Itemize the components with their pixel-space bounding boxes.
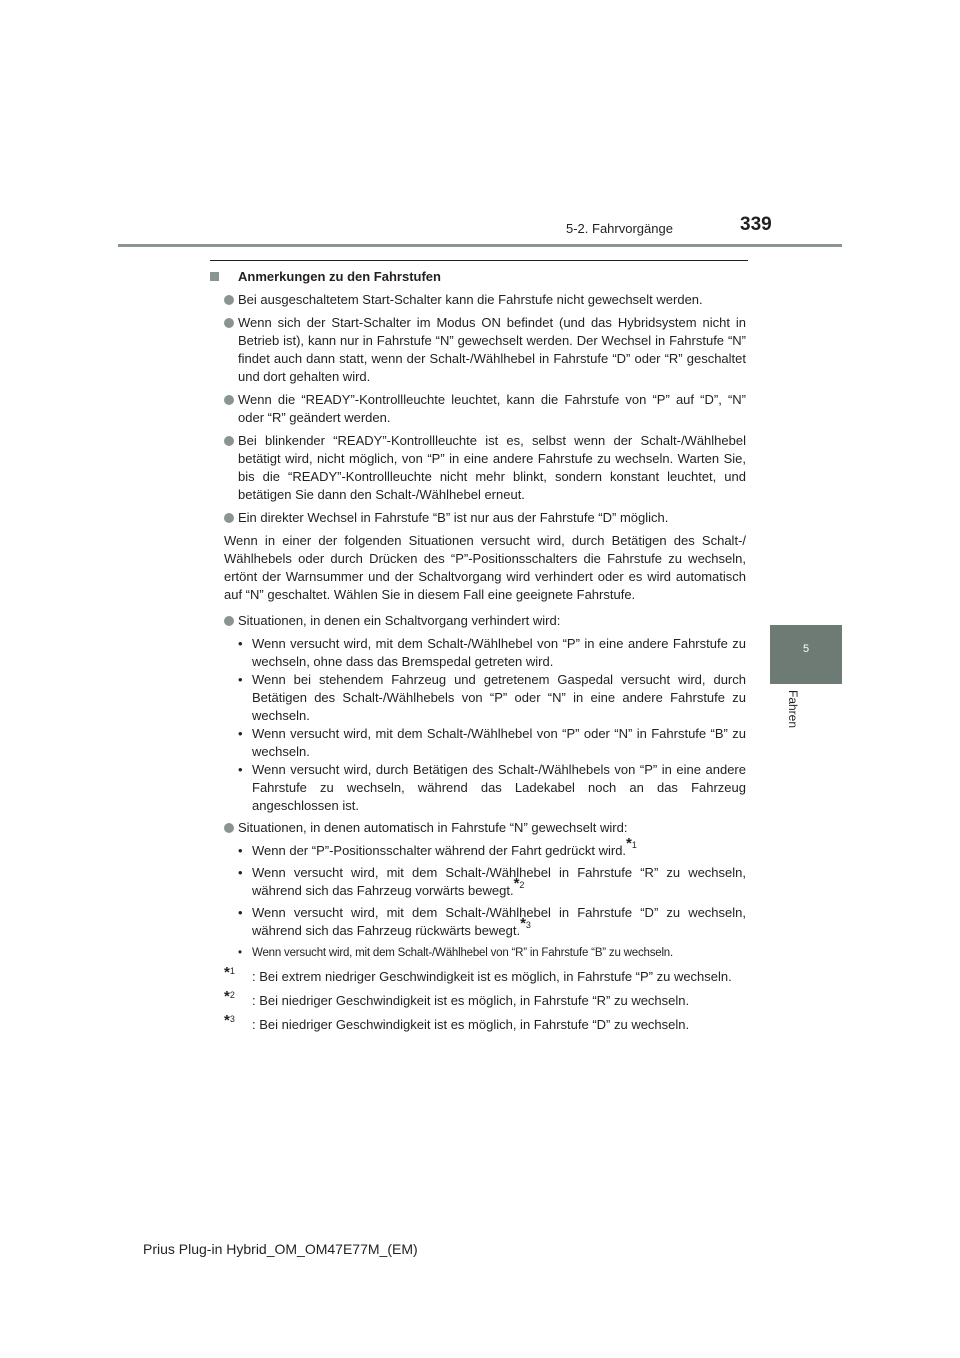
footnote: [224, 1012, 746, 1034]
list-item-text: Wenn sich der Start-Schalter im Modus ON befindet (und das Hybridsystem nicht in Betrieb ist), kann nur in Fahrstufe “N” gewechselt werden. Der Wechsel in Fahrstufe “N” findet auch dann statt, wenn der Schalt-/Wählhebel in Fahrstufe “D” oder “R” geschaltet und dort gehalten wird.: [238, 315, 746, 384]
footnote-marker: *$^1$: [224, 964, 235, 981]
sub-list-item-text: Wenn versucht wird, mit dem Schalt-/Wählhebel in Fahrstufe “D” zu wechseln, während sich das Fahrzeug rückwärts bewegt.: [252, 905, 746, 938]
section-rule: [210, 260, 748, 261]
dot-bullet-icon: •: [238, 726, 243, 741]
main-content: [224, 268, 746, 1040]
chapter-tab: [770, 625, 842, 684]
sub-list-item-text: Wenn versucht wird, mit dem Schalt-/Wählhebel von “P” in eine andere Fahrstufe zu wechseln, ohne dass das Bremspedal getreten wird.: [252, 636, 746, 669]
round-bullet-icon: [224, 395, 234, 405]
sub-list-item: [238, 671, 746, 725]
prevented-sublist: [238, 635, 746, 815]
dot-bullet-icon: •: [238, 947, 242, 959]
list-item: [224, 291, 746, 309]
footnote-marker: *$^3$: [224, 1012, 235, 1029]
sub-list-item: [238, 635, 746, 671]
sub-list-item-text: Wenn der “P”-Positionsschalter während der Fahrt gedrückt wird.: [252, 843, 627, 858]
chapter-title: 5-2. Fahrvorgänge: [566, 221, 673, 236]
sub-list-item-text: Wenn versucht wird, mit dem Schalt-/Wählhebel von “R” in Fahrstufe “B” zu wechseln.: [252, 947, 673, 959]
sub-list-item-text: Wenn versucht wird, mit dem Schalt-/Wählhebel von “P” oder “N” in Fahrstufe “B” zu wechseln.: [252, 726, 746, 759]
body-paragraph: Wenn in einer der folgenden Situationen versucht wird, durch Betätigen des Schalt-/ Wählhebels oder durch Drücken des “P”-Positionsschalters die Fahrstufe zu wechseln, ertönt der Warnsummer und der Schaltvorgang wird verhindert oder es wird automatisch auf “N” geschaltet. Wählen Sie in diesem Fall eine geeignete Fahrstufe.: [224, 533, 746, 602]
sub-list-item-text: Wenn versucht wird, durch Betätigen des Schalt-/Wählhebels von “P” in eine andere Fahrstufe zu wechseln, während das Ladekabel noch an das Fahrzeug angeschlossen ist.: [252, 762, 746, 813]
footnote-ref: *3: [520, 915, 531, 932]
list-item-prevented: [224, 612, 746, 630]
section-heading: [224, 268, 746, 286]
list-item-automatic: [224, 819, 746, 837]
sub-list-item: [238, 725, 746, 761]
sub-list-item-text: Wenn bei stehendem Fahrzeug und getretenem Gaspedal versucht wird, durch Betätigen des Schalt-/Wählhebels von “P” oder “N” in eine andere Fahrstufe zu wechseln.: [252, 672, 746, 723]
dot-bullet-icon: •: [238, 636, 243, 651]
sub-list-item: [238, 904, 746, 940]
dot-bullet-icon: •: [238, 843, 243, 858]
sub-list-item: [238, 835, 746, 860]
round-bullet-icon: [224, 436, 234, 446]
round-bullet-icon: [224, 823, 234, 833]
footnote-ref: *1: [626, 835, 637, 852]
dot-bullet-icon: •: [238, 762, 243, 777]
sub-list-item: [238, 864, 746, 900]
list-item: [224, 509, 746, 527]
list-item: [224, 314, 746, 386]
list-item-text: Wenn die “READY”-Kontrollleuchte leuchtet, kann die Fahrstufe von “P” auf “D”, “N” oder “R” geändert werden.: [238, 392, 746, 425]
automatic-sublist: [238, 835, 746, 962]
chapter-tab-label: Fahren: [786, 690, 800, 729]
dot-bullet-icon: •: [238, 865, 243, 880]
list-item-text: Situationen, in denen ein Schaltvorgang verhindert wird:: [238, 613, 561, 628]
footnote-text: : Bei niedriger Geschwindigkeit ist es möglich, in Fahrstufe “D” zu wechseln.: [252, 1017, 690, 1032]
round-bullet-icon: [224, 616, 234, 626]
dot-bullet-icon: •: [238, 672, 243, 687]
list-item-text: Ein direkter Wechsel in Fahrstufe “B” ist nur aus der Fahrstufe “D” möglich.: [238, 510, 669, 525]
list-item-text: Situationen, in denen automatisch in Fahrstufe “N” gewechselt wird:: [238, 820, 628, 835]
footnote: [224, 988, 746, 1010]
footnote-text: : Bei extrem niedriger Geschwindigkeit ist es möglich, in Fahrstufe “P” zu wechseln.: [252, 969, 732, 984]
round-bullet-icon: [224, 513, 234, 523]
page-number: 339: [740, 214, 772, 235]
footnote: [224, 964, 746, 986]
round-bullet-icon: [224, 295, 234, 305]
footnote-ref: *2: [513, 875, 525, 892]
square-bullet-icon: [210, 272, 219, 281]
sub-list-item: [238, 944, 746, 962]
list-item-text: Bei ausgeschaltetem Start-Schalter kann die Fahrstufe nicht gewechselt werden.: [238, 292, 703, 307]
list-item: [224, 391, 746, 427]
chapter-tab-number: 5: [802, 643, 810, 655]
sub-list-item: [238, 761, 746, 815]
section-heading-text: Anmerkungen zu den Fahrstufen: [238, 269, 441, 284]
footnote-text: : Bei niedriger Geschwindigkeit ist es möglich, in Fahrstufe “R” zu wechseln.: [252, 993, 690, 1008]
page-footer: Prius Plug-in Hybrid_OM_OM47E77M_(EM): [143, 1241, 418, 1257]
sub-list-item-text: Wenn versucht wird, mit dem Schalt-/Wählhebel in Fahrstufe “R” zu wechseln, während sich das Fahrzeug vorwärts bewegt.: [252, 865, 746, 898]
header-rule: [118, 244, 842, 247]
dot-bullet-icon: •: [238, 905, 243, 920]
list-item: [224, 432, 746, 504]
list-item-text: Bei blinkender “READY”-Kontrollleuchte ist es, selbst wenn der Schalt-/Wählhebel betätigt wird, nicht möglich, von “P” in eine andere Fahrstufe zu wechseln. Warten Sie, bis die “READY”-Kontrollleuchte nicht mehr blinkt, sondern konstant leuchtet, und betätigen Sie dann den Schalt-/Wählhebel erneut.: [238, 433, 746, 502]
round-bullet-icon: [224, 318, 234, 328]
footnote-marker: *$^2$: [224, 988, 235, 1005]
